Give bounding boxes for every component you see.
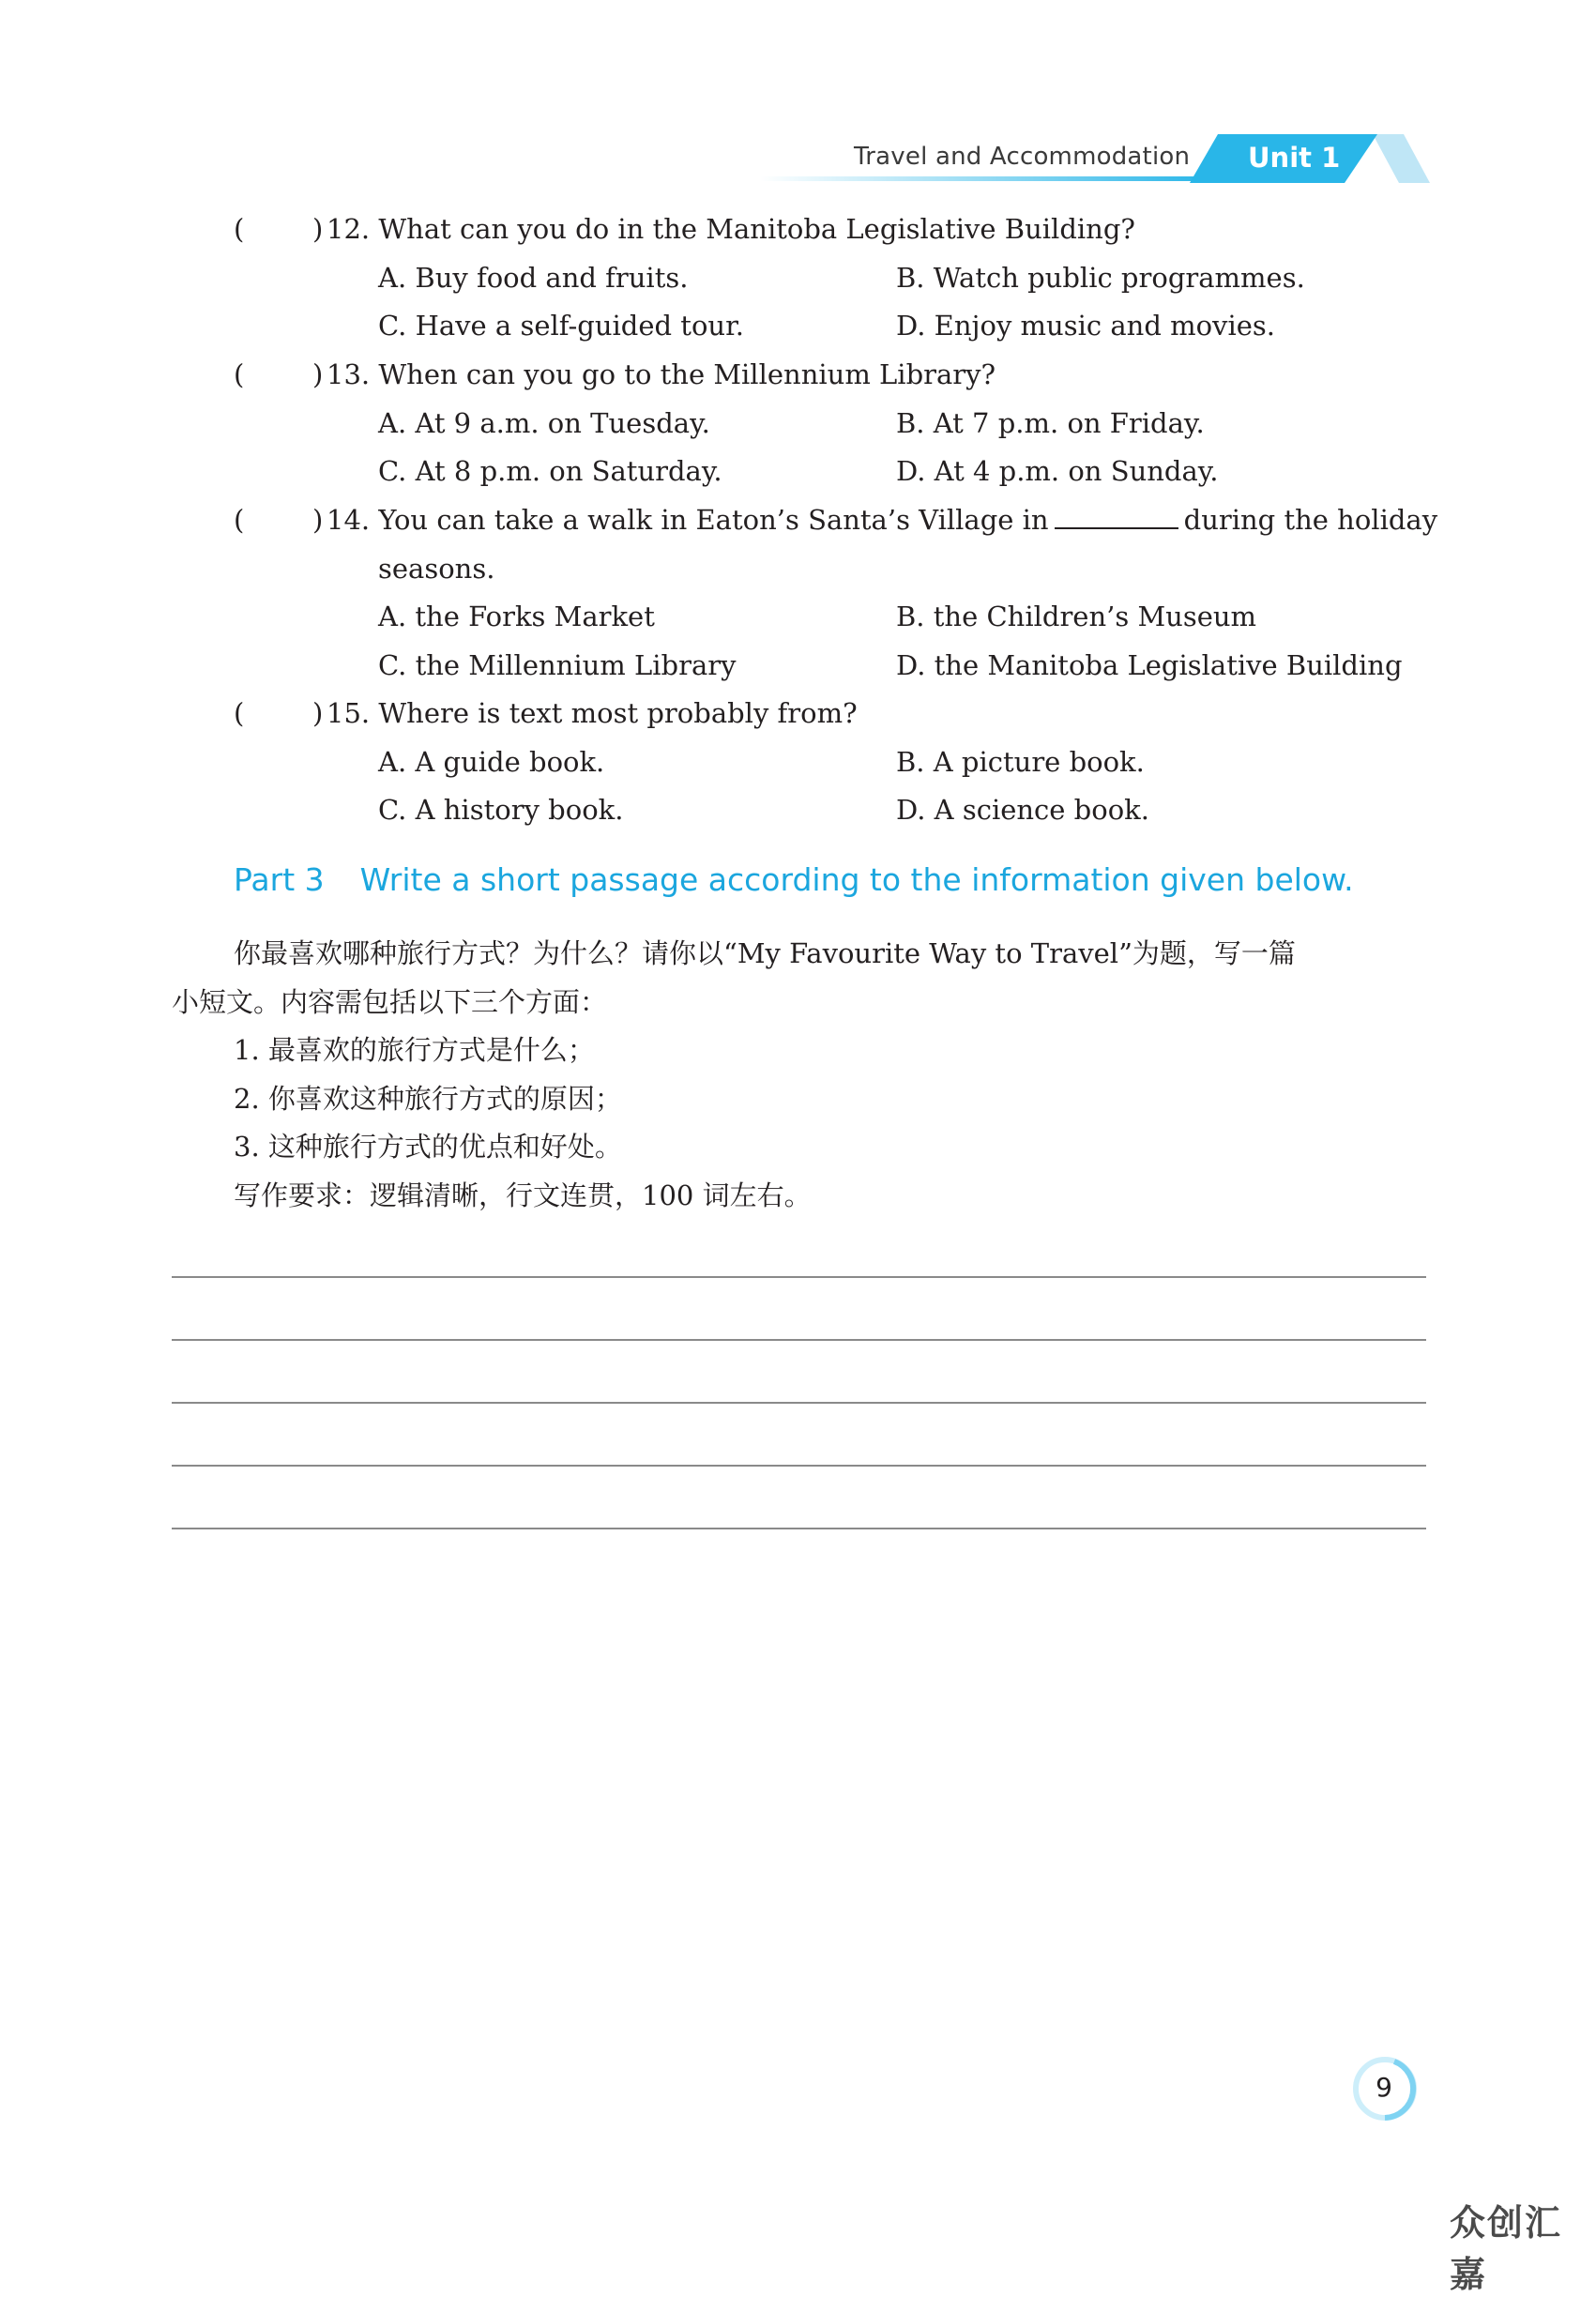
question-stem-continued: seasons. — [378, 553, 495, 585]
answer-paren-close: ) — [312, 697, 324, 729]
option-b: B. At 7 p.m. on Friday. — [896, 407, 1205, 439]
option-d: D. At 4 p.m. on Sunday. — [896, 455, 1219, 487]
writing-requirement: 写作要求：逻辑清晰，行文连贯，100 词左右。 — [234, 1179, 812, 1211]
question-stem-before-blank: You can take a walk in Eaton’s Santa’s Village in — [378, 504, 1049, 536]
option-a: A. the Forks Market — [378, 601, 655, 632]
header-rule — [760, 176, 1210, 181]
answer-paren-open: ( — [234, 697, 245, 729]
option-b: B. Watch public programmes. — [896, 262, 1305, 294]
answer-paren-open: ( — [234, 213, 245, 245]
option-a: A. At 9 a.m. on Tuesday. — [378, 407, 710, 439]
writing-line[interactable] — [172, 1339, 1426, 1341]
question-number: 14. — [327, 504, 371, 536]
part3-heading — [234, 861, 1354, 898]
question-text — [327, 503, 1437, 537]
writing-line[interactable] — [172, 1528, 1426, 1529]
answer-paren-close: ) — [312, 213, 324, 245]
writing-line[interactable] — [172, 1276, 1426, 1278]
question-text — [327, 696, 858, 730]
option-c: C. At 8 p.m. on Saturday. — [378, 455, 722, 487]
writing-line[interactable] — [172, 1402, 1426, 1404]
answer-paren-close: ) — [312, 358, 324, 390]
writing-line[interactable] — [172, 1465, 1426, 1467]
question-number: 13. — [327, 358, 371, 390]
question-number: 12. — [327, 213, 371, 245]
point-2: 2. 你喜欢这种旅行方式的原因； — [234, 1083, 622, 1115]
option-a: A. Buy food and fruits. — [378, 262, 689, 294]
unit-label: Unit 1 — [1248, 142, 1341, 174]
answer-paren-open: ( — [234, 358, 245, 390]
option-d: D. Enjoy music and movies. — [896, 310, 1275, 342]
fill-in-blank[interactable] — [1055, 505, 1178, 529]
option-a: A. A guide book. — [378, 746, 605, 778]
question-stem-after-blank: during the holiday — [1183, 504, 1438, 536]
option-b: B. the Children’s Museum — [896, 601, 1257, 632]
question-stem: When can you go to the Millennium Library? — [378, 358, 996, 390]
part3-title: Write a short passage according to the information given below. — [359, 861, 1354, 898]
page-number: 9 — [1376, 2072, 1392, 2103]
option-d: D. A science book. — [896, 794, 1149, 826]
question-number: 15. — [327, 697, 371, 729]
page-number-badge — [1351, 2055, 1422, 2126]
question-stem: Where is text most probably from? — [378, 697, 858, 729]
header-subject: Travel and Accommodation — [854, 143, 1191, 171]
question-text — [327, 212, 1135, 246]
answer-paren-close: ) — [312, 504, 324, 536]
question-text — [327, 357, 996, 391]
unit-tab — [1190, 134, 1430, 183]
point-3: 3. 这种旅行方式的优点和好处。 — [234, 1131, 622, 1163]
option-c: C. the Millennium Library — [378, 649, 737, 681]
option-d: D. the Manitoba Legislative Building — [896, 649, 1403, 681]
answer-paren-open: ( — [234, 504, 245, 536]
intro-line-1: 你最喜欢哪种旅行方式？为什么？请你以“My Favourite Way to Travel”为题，写一篇 — [234, 937, 1296, 969]
watermark: 众创汇嘉 — [1450, 2202, 1563, 2295]
point-1: 1. 最喜欢的旅行方式是什么； — [234, 1034, 595, 1066]
option-c: C. Have a self-guided tour. — [378, 310, 744, 342]
question-stem: What can you do in the Manitoba Legislative Building? — [378, 213, 1135, 245]
option-b: B. A picture book. — [896, 746, 1145, 778]
option-c: C. A history book. — [378, 794, 624, 826]
intro-line-2: 小短文。内容需包括以下三个方面： — [172, 986, 608, 1018]
part3-label: Part 3 — [234, 861, 325, 898]
